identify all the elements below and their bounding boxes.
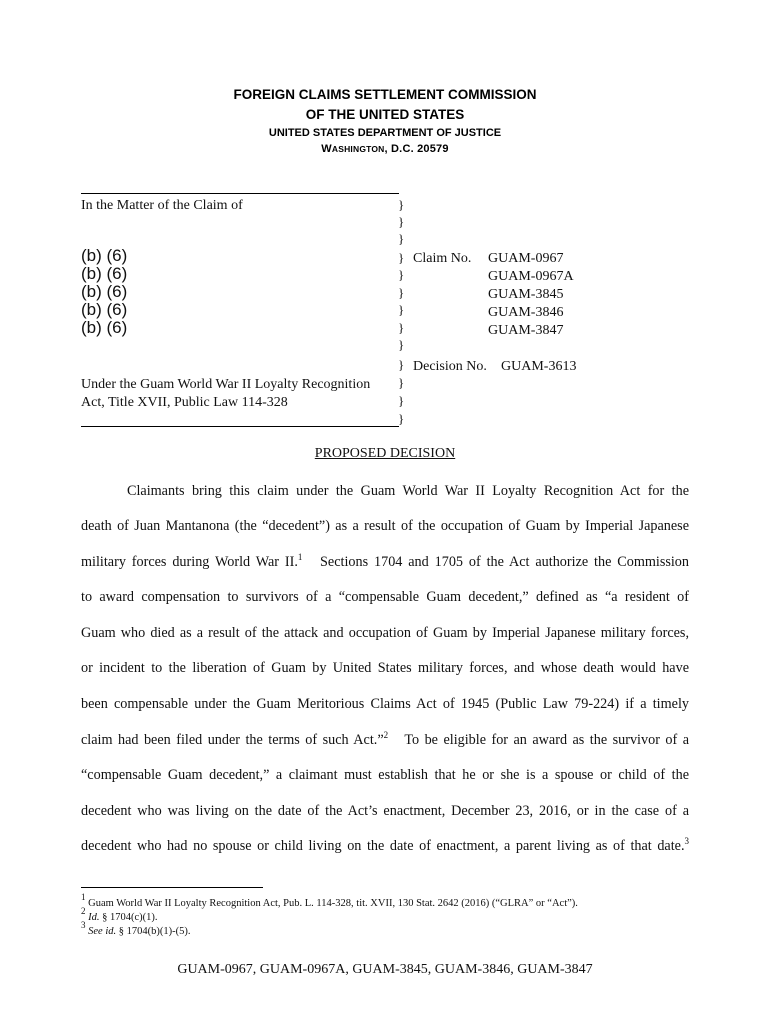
location: WASHINGTON, D.C. 20579 bbox=[321, 143, 449, 155]
caption-bracket: } bbox=[398, 285, 405, 300]
footnote-ref[interactable]: 1 bbox=[297, 552, 303, 562]
commission-name: FOREIGN CLAIMS SETTLEMENT COMMISSION bbox=[233, 87, 537, 102]
caption-bracket: } bbox=[398, 250, 405, 265]
body-line: claim had been filed under the terms of such Act.”$^2$ To be eligible for an award as the survivor of a bbox=[81, 730, 689, 748]
department-name: UNITED STATES DEPARTMENT OF JUSTICE bbox=[268, 127, 502, 139]
body-line: “compensable Guam decedent,” a claimant must establish that he or she is a spouse or child of the bbox=[81, 767, 689, 783]
footnote-ref[interactable]: 2 bbox=[383, 730, 389, 740]
redacted-claimant: (b) (6) bbox=[81, 300, 128, 319]
redacted-claimant: (b) (6) bbox=[81, 264, 128, 283]
body-line: military forces during World War II.$^1$ Sections 1704 and 1705 of the Act authorize the Commission bbox=[81, 552, 689, 570]
claim-number: GUAM-0967 bbox=[488, 251, 564, 266]
act-reference: Under the Guam World War II Loyalty Recognition bbox=[81, 377, 371, 392]
page-footer: GUAM-0967, GUAM-0967A, GUAM-3845, GUAM-3846, GUAM-3847 bbox=[177, 962, 593, 977]
caption-bracket: } bbox=[398, 357, 405, 372]
caption-bracket: } bbox=[398, 337, 405, 352]
caption-bracket: } bbox=[398, 375, 405, 390]
claim-number-label: Claim No. bbox=[413, 251, 472, 266]
caption-bracket: } bbox=[398, 393, 405, 408]
body-line: death of Juan Mantanona (the “decedent”) as a result of the occupation of Guam by Imperial Japanese bbox=[81, 518, 689, 534]
footnote-1: $^1$ Guam World War II Loyalty Recognition Act, Pub. L. 114-328, tit. XVII, 130 Stat. 2642 (2016) (“GLRA” or “Act”). bbox=[81, 892, 578, 909]
caption-bracket: } bbox=[398, 214, 405, 229]
caption-bracket: } bbox=[398, 231, 405, 246]
claim-number: GUAM-3847 bbox=[488, 323, 564, 338]
body-line: to award compensation to survivors of a “compensable Guam decedent,” defined as “a resident of bbox=[81, 589, 689, 605]
body-line: or incident to the liberation of Guam by United States military forces, and whose death would have bbox=[81, 660, 689, 676]
footnote-2: $^2$ Id. § 1704(c)(1). bbox=[81, 906, 158, 923]
caption-bracket: } bbox=[398, 302, 405, 317]
body-line: Claimants bring this claim under the Guam World War II Loyalty Recognition Act for the bbox=[127, 483, 689, 499]
decision-number-label: Decision No. bbox=[413, 359, 487, 374]
footnote-ref[interactable]: 3 bbox=[684, 836, 689, 846]
caption-bracket: } bbox=[398, 320, 405, 335]
caption-bottom-rule bbox=[81, 426, 399, 427]
commission-subtitle: OF THE UNITED STATES bbox=[305, 107, 465, 122]
body-line: been compensable under the Guam Meritorious Claims Act of 1945 (Public Law 79-224) if a timely bbox=[81, 696, 689, 712]
footnote-separator bbox=[81, 887, 263, 888]
body-line: decedent who was living on the date of the Act’s enactment, December 23, 2016, or in the case of a bbox=[81, 803, 689, 819]
body-line: decedent who had no spouse or child living on the date of enactment, a parent living as of that date.$^3$ bbox=[81, 836, 689, 854]
body-line: Guam who died as a result of the attack and occupation of Guam by Imperial Japanese military forces, bbox=[81, 625, 689, 641]
claim-number: GUAM-3846 bbox=[488, 305, 564, 320]
redacted-claimant: (b) (6) bbox=[81, 318, 128, 337]
claim-number: GUAM-3845 bbox=[488, 287, 564, 302]
footnote-3: $^3$ See id. § 1704(b)(1)-(5). bbox=[81, 920, 191, 937]
caption-bracket: } bbox=[398, 197, 405, 212]
caption-bracket: } bbox=[398, 267, 405, 282]
act-reference: Act, Title XVII, Public Law 114-328 bbox=[81, 395, 288, 410]
matter-of-claim: In the Matter of the Claim of bbox=[81, 198, 243, 213]
claim-number: GUAM-0967A bbox=[488, 269, 574, 284]
decision-number: GUAM-3613 bbox=[501, 359, 577, 374]
redacted-claimant: (b) (6) bbox=[81, 282, 128, 301]
caption-bracket: } bbox=[398, 411, 405, 426]
redacted-claimant: (b) (6) bbox=[81, 246, 128, 265]
document-title: PROPOSED DECISION bbox=[314, 446, 456, 461]
caption-top-rule bbox=[81, 193, 399, 194]
